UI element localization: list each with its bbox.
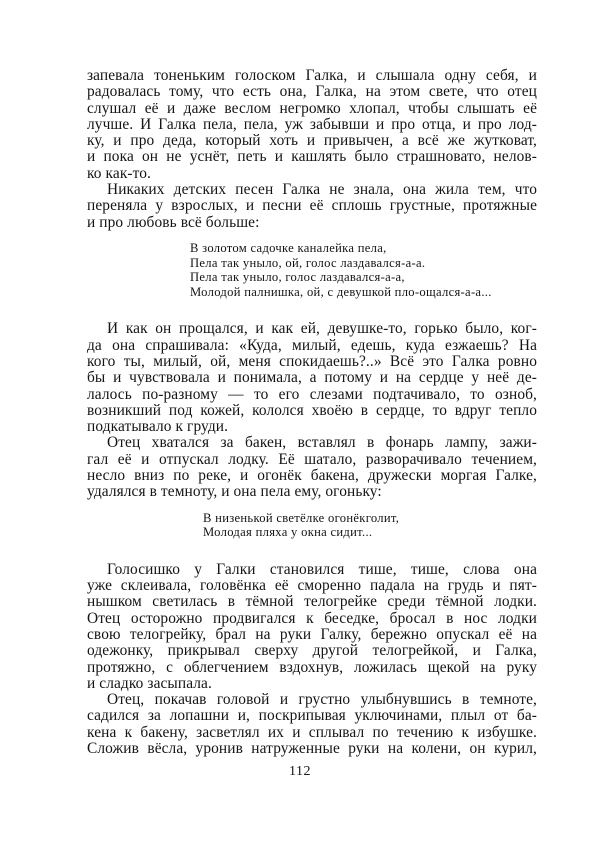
text-line: кого ты, милый, ой, меня спокидаешь?..» Всё это Галка ровно bbox=[87, 352, 537, 370]
text-line: слушал её и даже веслом негромко хлопал, чтобы слышать её bbox=[87, 99, 537, 117]
text-line: ко как-то. bbox=[87, 164, 151, 182]
text-line: протяжно, с облегчением вздохнув, ложилась щекой на руку bbox=[87, 658, 537, 676]
text-line: бы и чувствовала и понимала, а потому и на сердце у неё де- bbox=[87, 369, 537, 387]
text-line: уже склеивала, головёнка её сморенно падала на грудь и пят- bbox=[87, 577, 537, 595]
song-quote-2 bbox=[203, 511, 537, 540]
text-line: ку, и про деда, который хоть и привычен, а всё же жутковат, bbox=[87, 132, 537, 150]
text-line: лалось по-разному — то его слезами подтачивало, то озноб, bbox=[87, 385, 537, 403]
text-line: Отец, покачав головой и грустно улыбнувшись в темноте, bbox=[107, 691, 537, 709]
text-line: Сложив вёсла, уронив натруженные руки на колени, он курил, bbox=[87, 740, 537, 758]
text-line: несло вниз по реке, и огонёк бакена, дружески моргая Галке, bbox=[87, 467, 537, 485]
song-line: Молодой палнишка, ой, с девушкой пло-ощался-а-а... bbox=[190, 284, 492, 299]
song-line: В низенькой светёлке огонёкголит, bbox=[203, 510, 400, 525]
text-line: садился за лопашни и, поскрипывая уключинами, плыл от ба- bbox=[87, 707, 537, 725]
text-line: возникший под кожей, кололся хвоёю в сердце, то вдруг тепло bbox=[87, 401, 537, 419]
text-line: одежонку, прикрывал сверху другой телогрейкой, и Галка, bbox=[87, 642, 537, 660]
text-line: и про любовь всё больше: bbox=[87, 213, 260, 231]
text-line: Отец осторожно продвигался к беседке, бросал в нос лодки bbox=[87, 609, 537, 627]
text-line: радовалась тому, что есть она, Галка, на этом свете, что отец bbox=[87, 83, 537, 101]
text-line: Голосишко у Галки становился тише, тише, слова она bbox=[107, 560, 537, 578]
song-quote-1 bbox=[190, 241, 537, 299]
paragraph-6 bbox=[87, 692, 537, 757]
song-line: Пела так уныло, ой, голос лаздавался-а-а. bbox=[190, 255, 426, 270]
text-line: да она спрашивала: «Куда, милый, едешь, куда езжаешь? На bbox=[87, 336, 537, 354]
paragraph-4 bbox=[87, 435, 537, 500]
text-line: переняла у взрослых, и песни её сплошь грустные, протяжные bbox=[87, 197, 537, 215]
text-line: кена к бакену, засветлял их и сплывал по течению к избушке. bbox=[87, 723, 537, 741]
paragraph-1 bbox=[87, 68, 537, 182]
text-line: и пока он не уснёт, петь и кашлять было страшновато, нелов- bbox=[87, 148, 537, 166]
text-line: подкатывало к груди. bbox=[87, 418, 229, 436]
page-number: 112 bbox=[289, 764, 311, 779]
text-line: лучше. И Галка пела, пела, уж забывши и про отца, и про лод- bbox=[87, 115, 537, 133]
text-line: запевала тоненьким голоском Галка, и слышала одну себя, и bbox=[87, 67, 537, 84]
text-line: И как он прощался, и как ей, девушке-то, горько было, ког- bbox=[107, 320, 537, 338]
paragraph-3 bbox=[87, 321, 537, 435]
text-line: удалялся в темноту, и она пела ему, огоньку: bbox=[87, 483, 382, 501]
paragraph-5 bbox=[87, 562, 537, 692]
song-line: Молодая пляха у окна сидит... bbox=[203, 525, 373, 540]
song-line: Пела так уныло, голос лаздавался-а-а, bbox=[190, 270, 405, 285]
book-page-body bbox=[87, 68, 537, 757]
song-line: В золотом садочке каналейка пела, bbox=[190, 240, 387, 255]
text-line: нышком светилась в тёмной телогрейке среди тёмной лодки. bbox=[87, 593, 537, 611]
text-line: Никаких детских песен Галка не знала, она жила тем, что bbox=[107, 181, 537, 199]
text-line: Отец хватался за бакен, вставлял в фонарь лампу, зажи- bbox=[107, 434, 537, 452]
paragraph-2 bbox=[87, 182, 537, 231]
text-line: и сладко засыпала. bbox=[87, 674, 212, 692]
text-line: свою телогрейку, брал на руки Галку, бережно опускал её на bbox=[87, 625, 537, 643]
text-line: гал её и отпускал лодку. Её шатало, разворачивало течением, bbox=[87, 450, 537, 468]
